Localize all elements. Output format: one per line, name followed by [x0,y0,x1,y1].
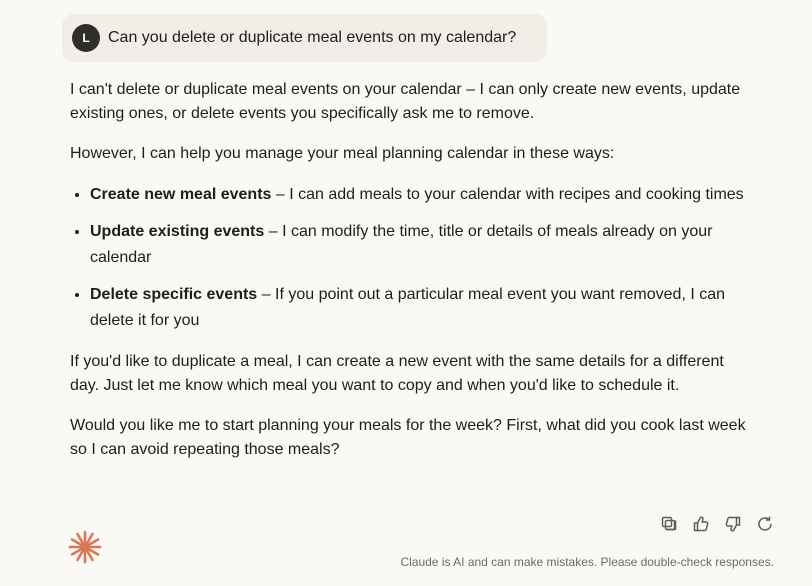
thumbs-down-icon [724,515,742,533]
assistant-response [70,78,750,478]
message-actions [660,514,774,534]
response-paragraph: However, I can help you manage your meal planning calendar in these ways: [70,145,615,162]
response-list [70,182,750,334]
list-item [90,182,750,208]
user-message [62,14,547,62]
list-item-text: – I can add meals to your calendar with recipes and cooking times [271,186,744,203]
list-item [90,219,750,271]
thumbs-down-button[interactable] [724,514,742,534]
user-avatar: L [72,24,100,52]
list-item-title: Create new meal events [90,186,272,203]
thumbs-up-icon [692,515,710,533]
user-message-text: Can you delete or duplicate meal events on my calendar? [108,29,517,46]
list-item-text: – If you point out a particular meal event you want removed, I can delete it for you [90,286,726,329]
response-paragraph: Would you like me to start planning your meals for the week? First, what did you cook last week so I can avoid repeating those meals? [70,417,746,458]
list-item-title: Update existing events [90,223,265,240]
list-item-title: Delete specific events [90,286,258,303]
retry-icon [756,515,774,533]
copy-button[interactable] [660,514,678,534]
retry-button[interactable] [756,514,774,534]
response-paragraph: If you'd like to duplicate a meal, I can create a new event with the same details for a different day. Just let me know which meal you want to copy and when you'd like to schedule it. [70,353,724,394]
disclaimer-text: Claude is AI and can make mistakes. Please double-check responses. [400,555,774,569]
list-item [90,282,750,334]
claude-logo-icon [68,530,102,564]
response-paragraph: I can't delete or duplicate meal events on your calendar – I can only create new events, update existing ones, or delete events you specifically ask me to remove. [70,81,741,122]
copy-icon [660,515,678,533]
thumbs-up-button[interactable] [692,514,710,534]
list-item-text: – I can modify the time, title or details of meals already on your calendar [90,223,713,266]
